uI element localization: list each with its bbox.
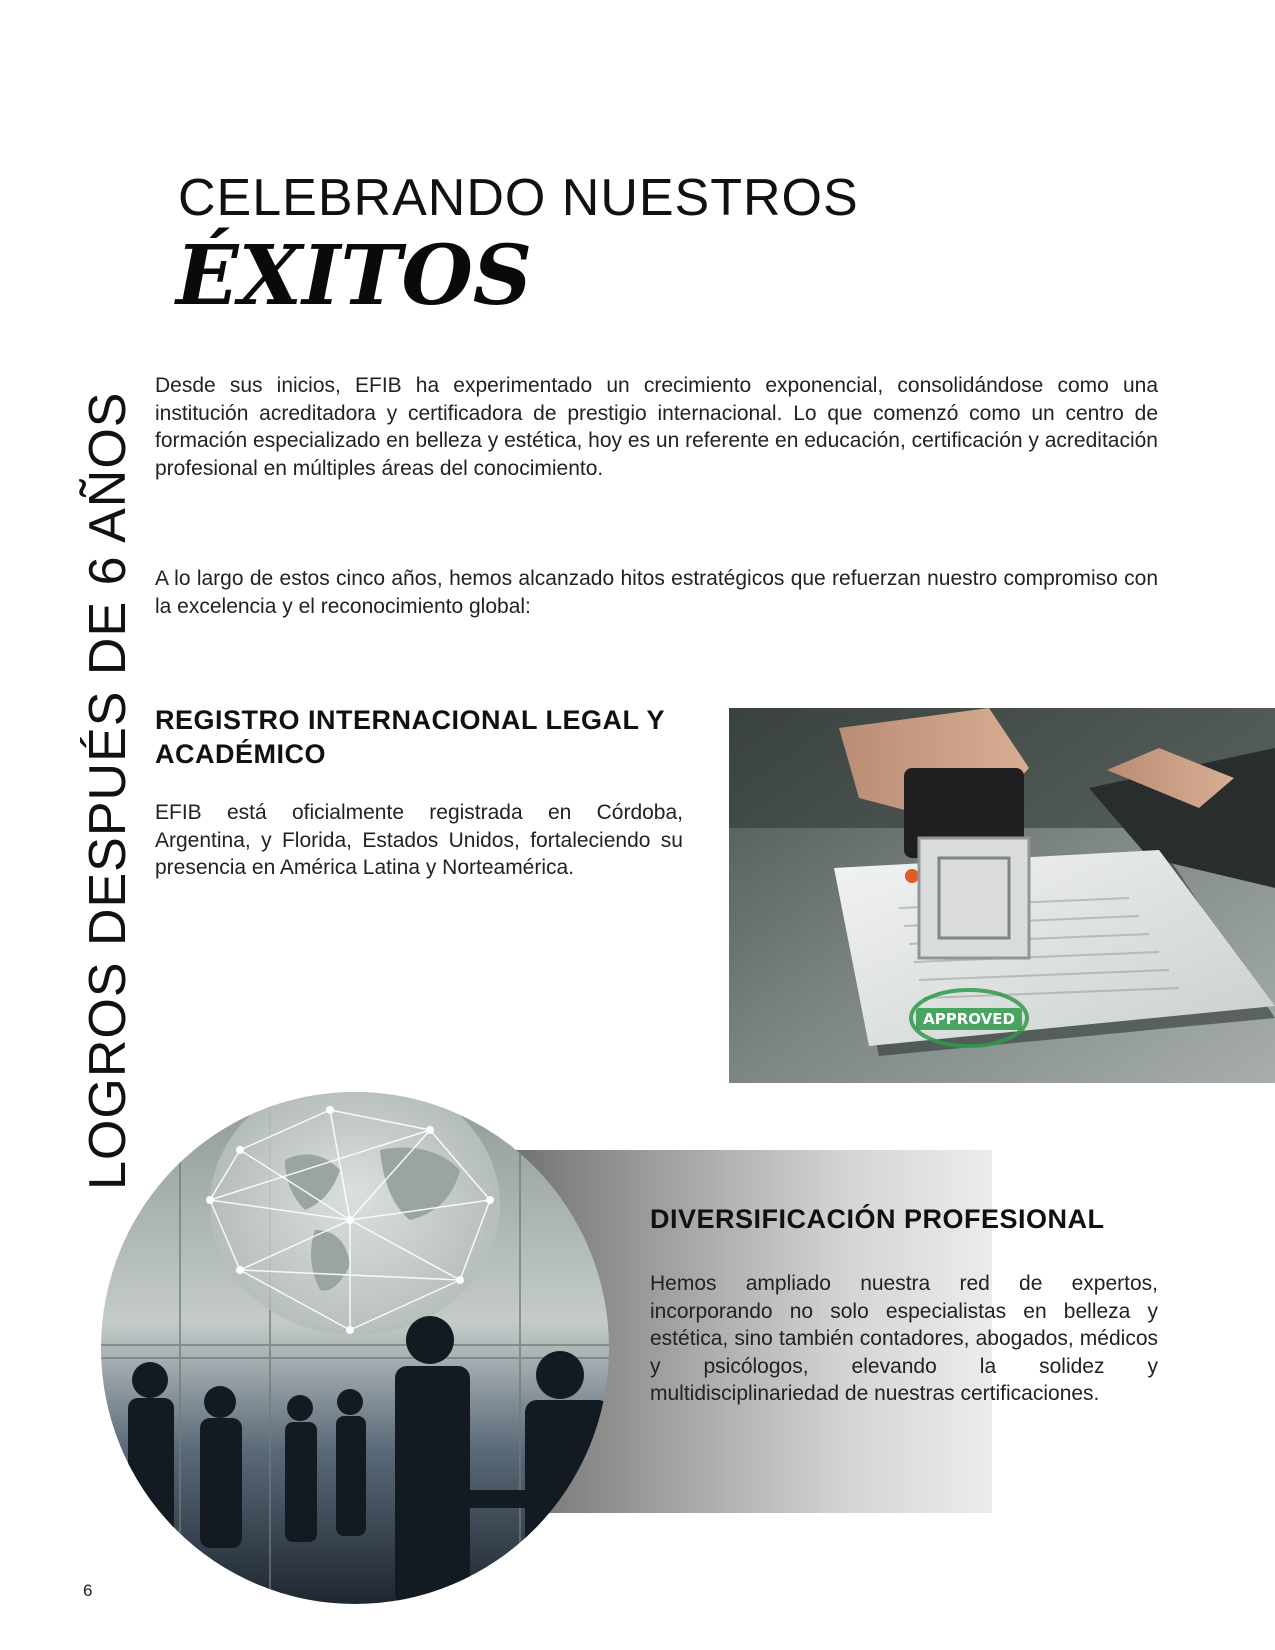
globe-network-photo bbox=[100, 1090, 610, 1605]
headline-line1: CELEBRANDO NUESTROS bbox=[178, 169, 859, 227]
headline-line2: ÉXITOS bbox=[176, 228, 533, 324]
section-registro-title: REGISTRO INTERNACIONAL LEGAL Y ACADÉMICO bbox=[155, 705, 665, 769]
page-number: 6 bbox=[83, 1581, 93, 1600]
stamp-photo bbox=[729, 708, 1275, 1083]
intro-paragraph-2: A lo largo de estos cinco años, hemos alcanzado hitos estratégicos que refuerzan nuestro compromiso con la excelencia y el reconocimiento global: bbox=[155, 567, 1158, 618]
section-diversificacion-title: DIVERSIFICACIÓN PROFESIONAL bbox=[650, 1204, 1105, 1234]
side-title bbox=[0, 0, 137, 1650]
section-diversificacion-body: Hemos ampliado nuestra red de expertos, incorporando no solo especialistas en belleza y estética, sino también contadores, abogados, médicos y psicólogos, elevando la solidez y multidisciplinariedad de nuestras certificaciones. bbox=[650, 1272, 1158, 1405]
approved-stamp-text: APPROVED bbox=[923, 1010, 1015, 1028]
side-title-text: LOGROS DESPUÉS DE 6 AÑOS bbox=[79, 391, 137, 1190]
intro-paragraph-1: Desde sus inicios, EFIB ha experimentado un crecimiento exponencial, consolidándose como una institución acreditadora y certificadora de prestigio internacional. Lo que comenzó como un centro de formación especializado en belleza y estética, hoy es un referente en educación, certificación y acreditación profesional en múltiples áreas del conocimiento. bbox=[155, 374, 1158, 480]
section-registro-body: EFIB está oficialmente registrada en Córdoba, Argentina, y Florida, Estados Unidos, fortaleciendo su presencia en América Latina y Norteamérica. bbox=[155, 801, 683, 879]
